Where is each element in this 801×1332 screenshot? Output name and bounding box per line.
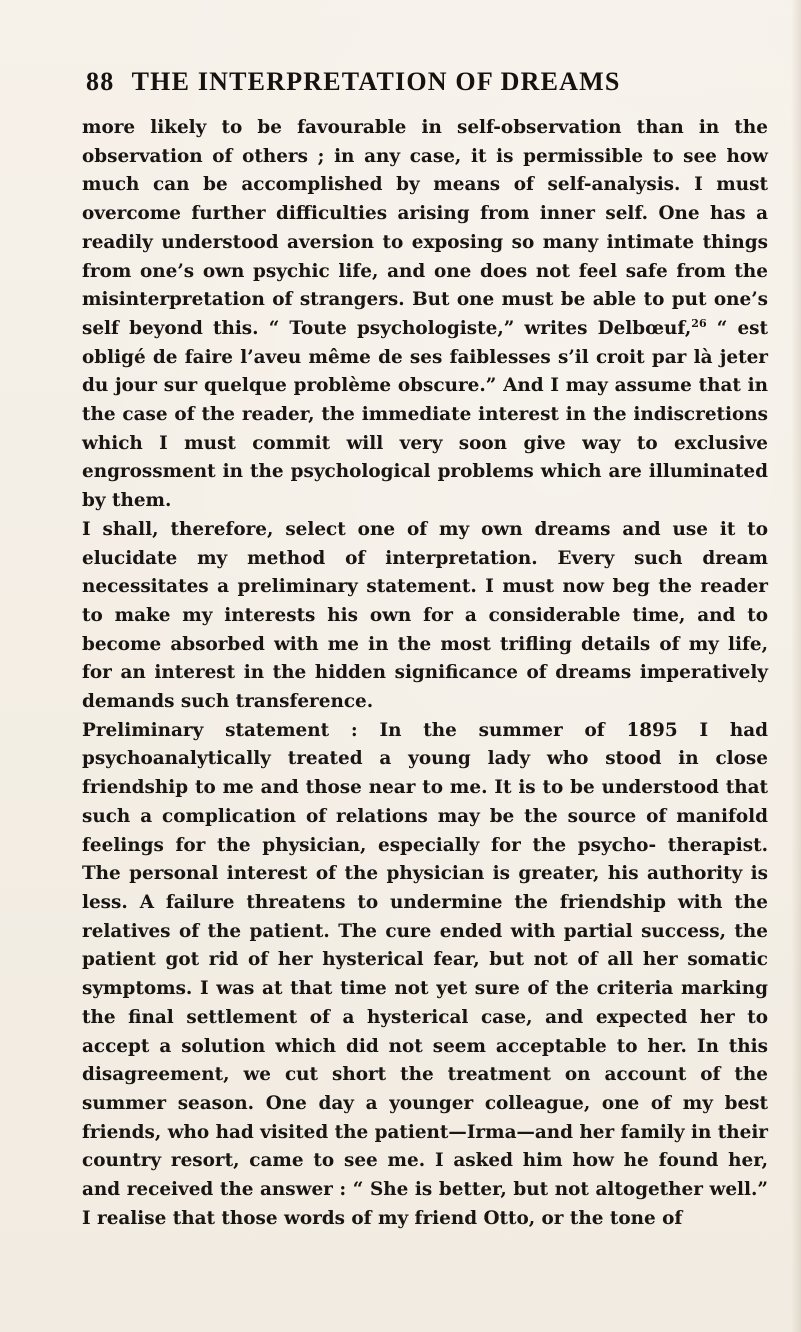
paragraph-1 <box>82 114 768 516</box>
footnote-ref-26: 26 <box>691 316 707 330</box>
paragraph-3: Preliminary statement : In the summer of 1895 I had psychoanalytically treated a young lady who stood in close friendship to me and those near to me. It is to be understood that such a complication of relations may be the source of manifold feelings for the physician, especially for the psycho- therapist. The personal interest of the physician is greater, his authority is less. A failure threatens to undermine the friendship with the relatives of the patient. The cure ended with partial success, the patient got rid of her hysterical fear, but not of all her somatic symptoms. I was at that time not yet sure of the criteria marking the final settlement of a hysterical case, and expected her to accept a solution which did not seem acceptable to her. In this disagreement, we cut short the treatment on account of the summer season. One day a younger colleague, one of my best friends, who had visited the patient—Irma—and her family in their country resort, came to see me. I asked him how he found her, and received the answer : “ She is better, but not altogether well.” I realise that those words of my friend Otto, or the tone of <box>82 719 768 1229</box>
body-text <box>82 114 768 1233</box>
paragraph-1-text-a: more likely to be favourable in self-observation than in the observation of others ; in any case, it is permissible to see how much can be accomplished by means of self-analysis. I must overcome further difficulties arising from inner self. One has a readily understood aversion to exposing so many intimate things from one’s own psychic life, and one does not feel safe from the misinterpretation of strangers. But one must be able to put one’s self beyond this. “ Toute psychologiste,” writes Delbœuf, <box>82 117 768 339</box>
running-head <box>86 62 766 102</box>
paragraph-1-text-b: “ est obligé de faire l’aveu même de ses faiblesses s’il croit par là jeter du jour sur quelque problème obscure.” And I may assume that in the case of the reader, the immediate interest in the indiscretions which I must commit will very soon give way to exclusive engrossment in the psychological problems which are illuminated by them. <box>82 317 768 512</box>
page-number: 88 <box>86 67 115 96</box>
paragraph-2: I shall, therefore, select one of my own dreams and use it to elucidate my method of interpretation. Every such dream necessitates a preliminary statement. I must now beg the reader to make my interests his own for a considerable time, and to become absorbed with me in the most trifling details of my life, for an interest in the hidden significance of dreams imperatively demands such transference. <box>82 518 768 713</box>
running-title: THE INTERPRETATION OF DREAMS <box>131 67 621 96</box>
